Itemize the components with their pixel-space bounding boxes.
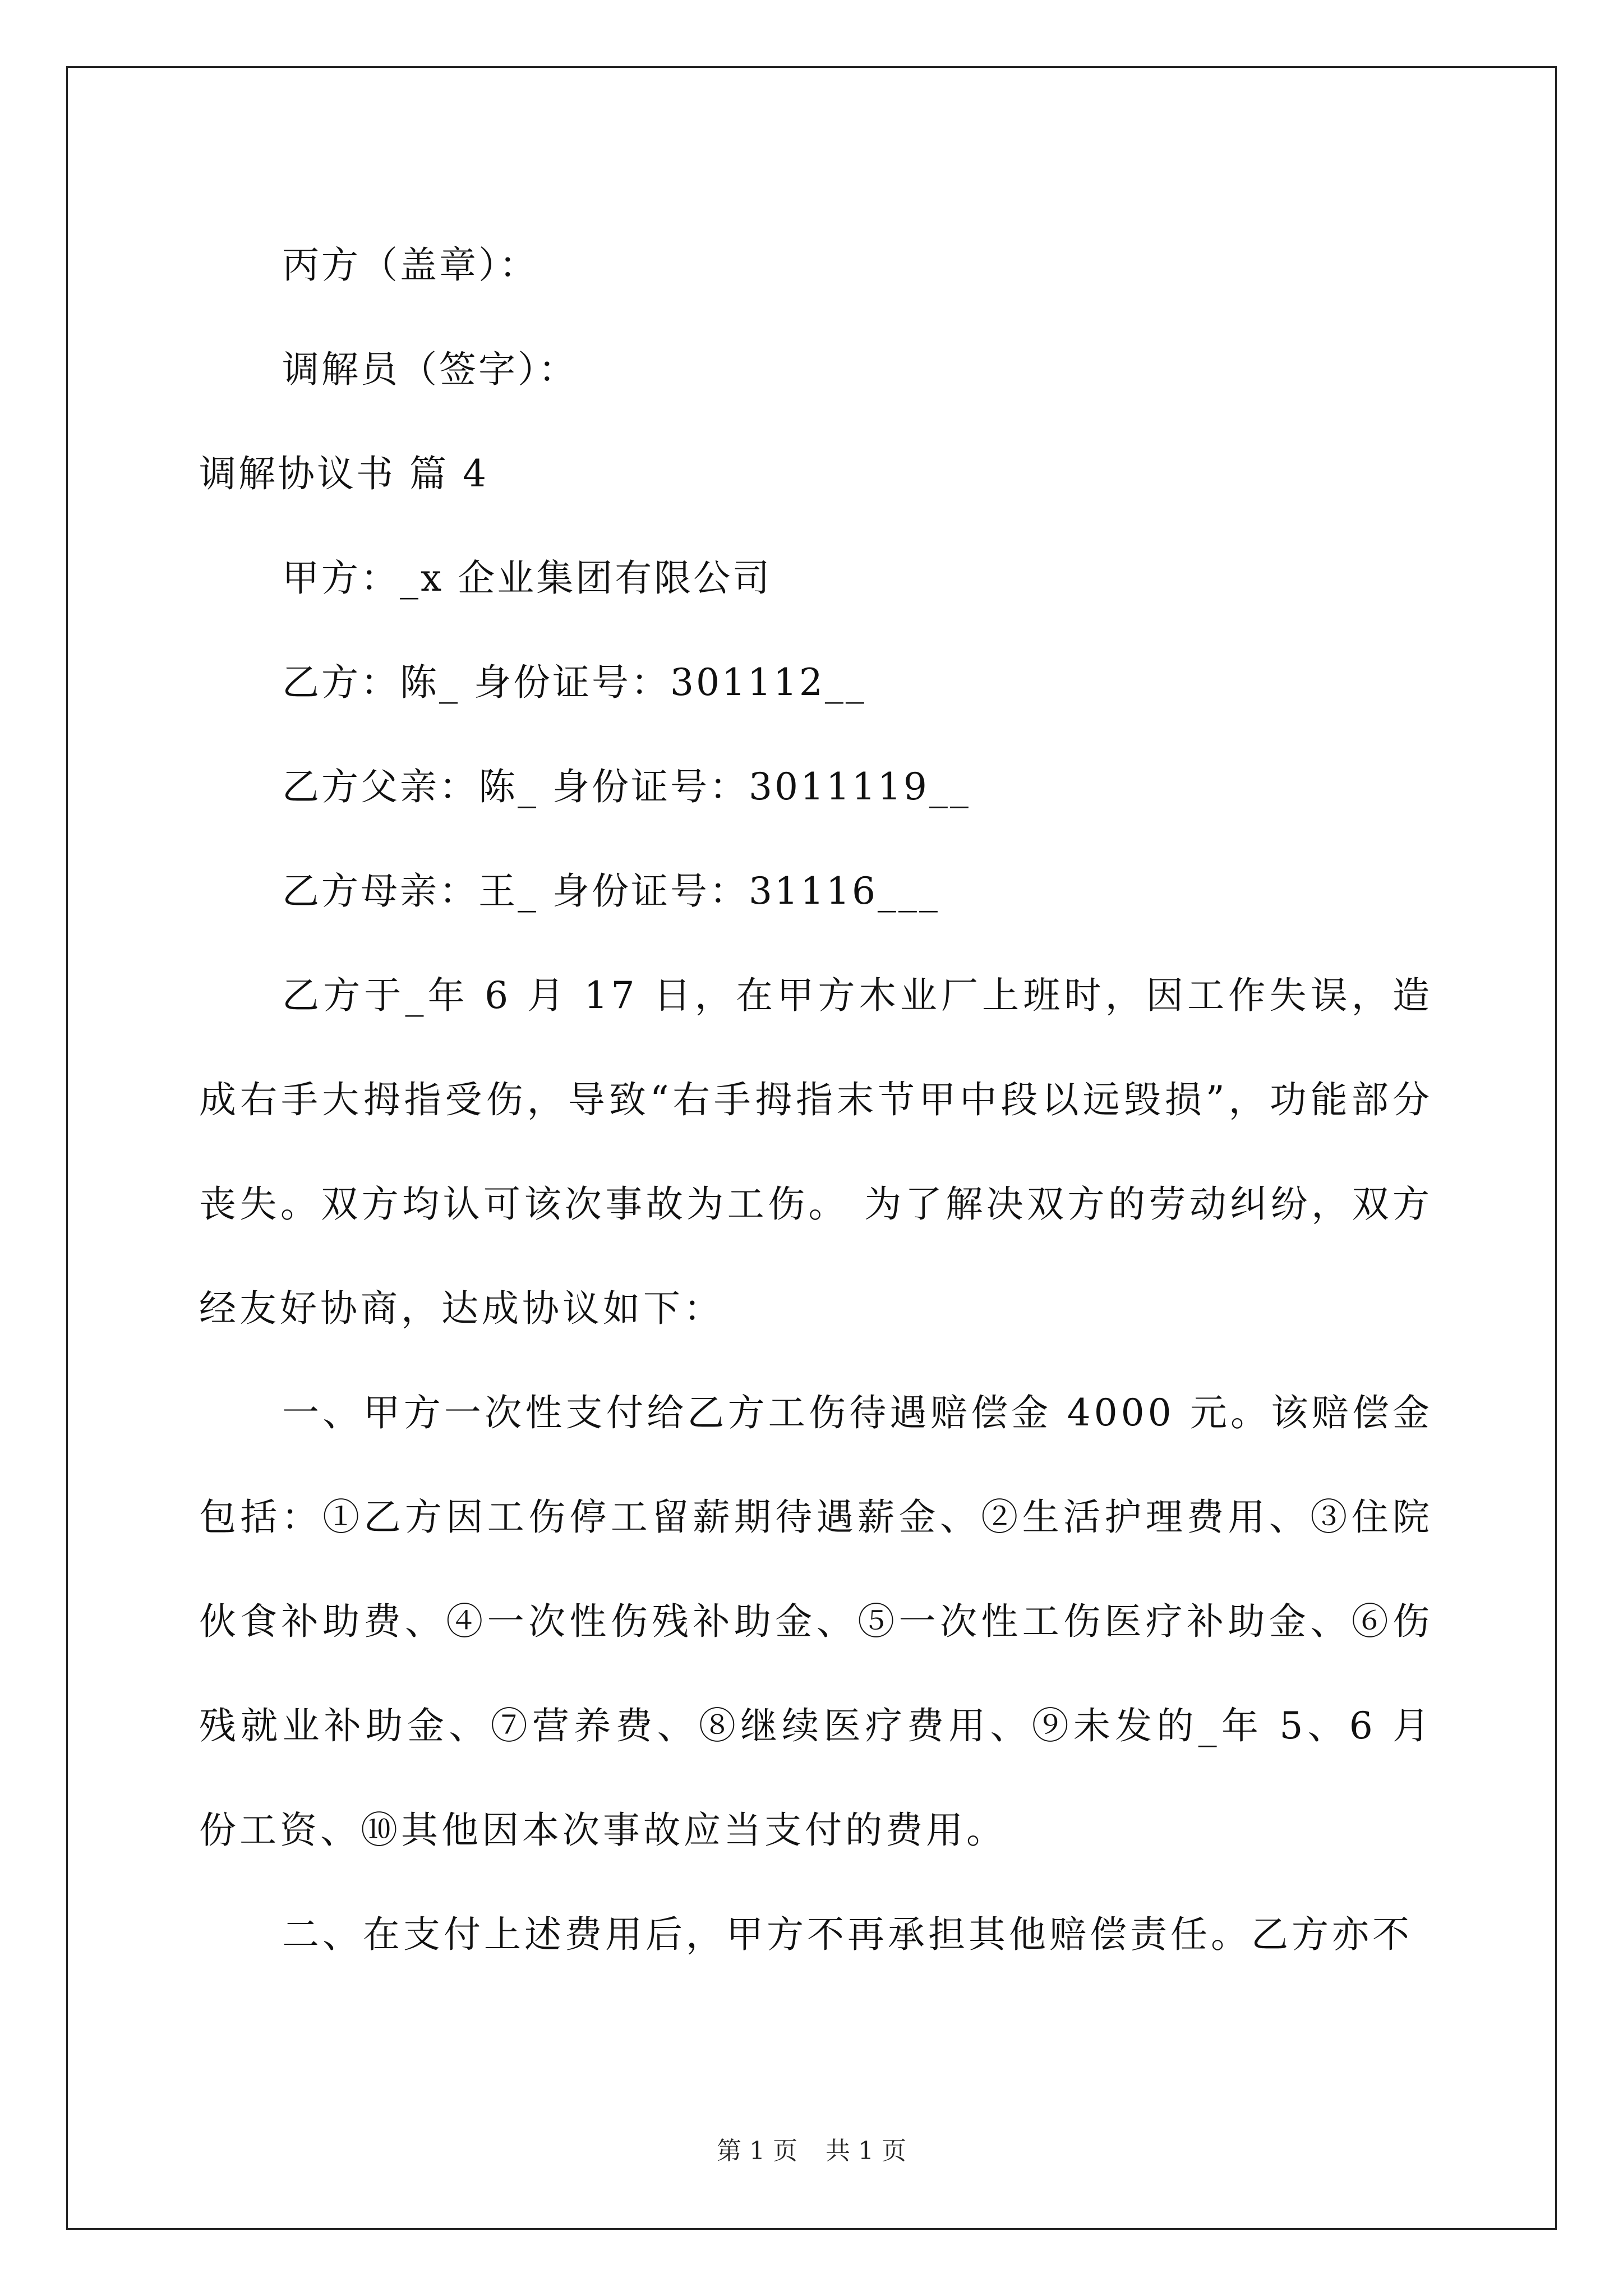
incident-paragraph: 乙方于_年 6 月 17 日，在甲方木业厂上班时，因工作失误，造成右手大拇指受伤，导致“右手拇指末节甲中段以远毁损”，功能部分丧失。双方均认可该次事故为工伤。 为了解决双方的劳动纠纷，双方经友好协商，达成协议如下： — [199, 974, 1433, 1330]
party-b-line: 乙方：陈_ 身份证号：301112__ — [282, 661, 866, 704]
page-number-total: 共 1 页 — [826, 2137, 906, 2165]
party-b-father-line: 乙方父亲：陈_ 身份证号：3011119__ — [282, 765, 971, 808]
document-body — [199, 213, 1433, 1987]
party-a-line: 甲方：_x 企业集团有限公司 — [282, 556, 772, 600]
page-footer — [0, 2131, 1623, 2166]
party-c-line: 丙方（盖章）： — [282, 243, 538, 287]
page-number-current: 第 1 页 — [717, 2137, 797, 2165]
section-title: 调解协议书 篇 4 — [199, 452, 488, 495]
party-b-mother-line: 乙方母亲：王_ 身份证号：31116___ — [282, 869, 940, 913]
clause-2-paragraph: 二、在支付上述费用后，甲方不再承担其他赔偿责任。乙方亦不 — [282, 1913, 1413, 1956]
mediator-line: 调解员（签字）： — [282, 348, 578, 391]
clause-1-paragraph: 一、甲方一次性支付给乙方工伤待遇赔偿金 4000 元。该赔偿金包括：①乙方因工伤停工留薪期待遇薪金、②生活护理费用、③住院伙食补助费、④一次性伤残补助金、⑤一次性工伤医疗补助金、⑥伤残就业补助金、⑦营养费、⑧继续医疗费用、⑨未发的_年 5、6 月份工资、⑩其他因本次事故应当支付的费用。 — [199, 1391, 1433, 1852]
